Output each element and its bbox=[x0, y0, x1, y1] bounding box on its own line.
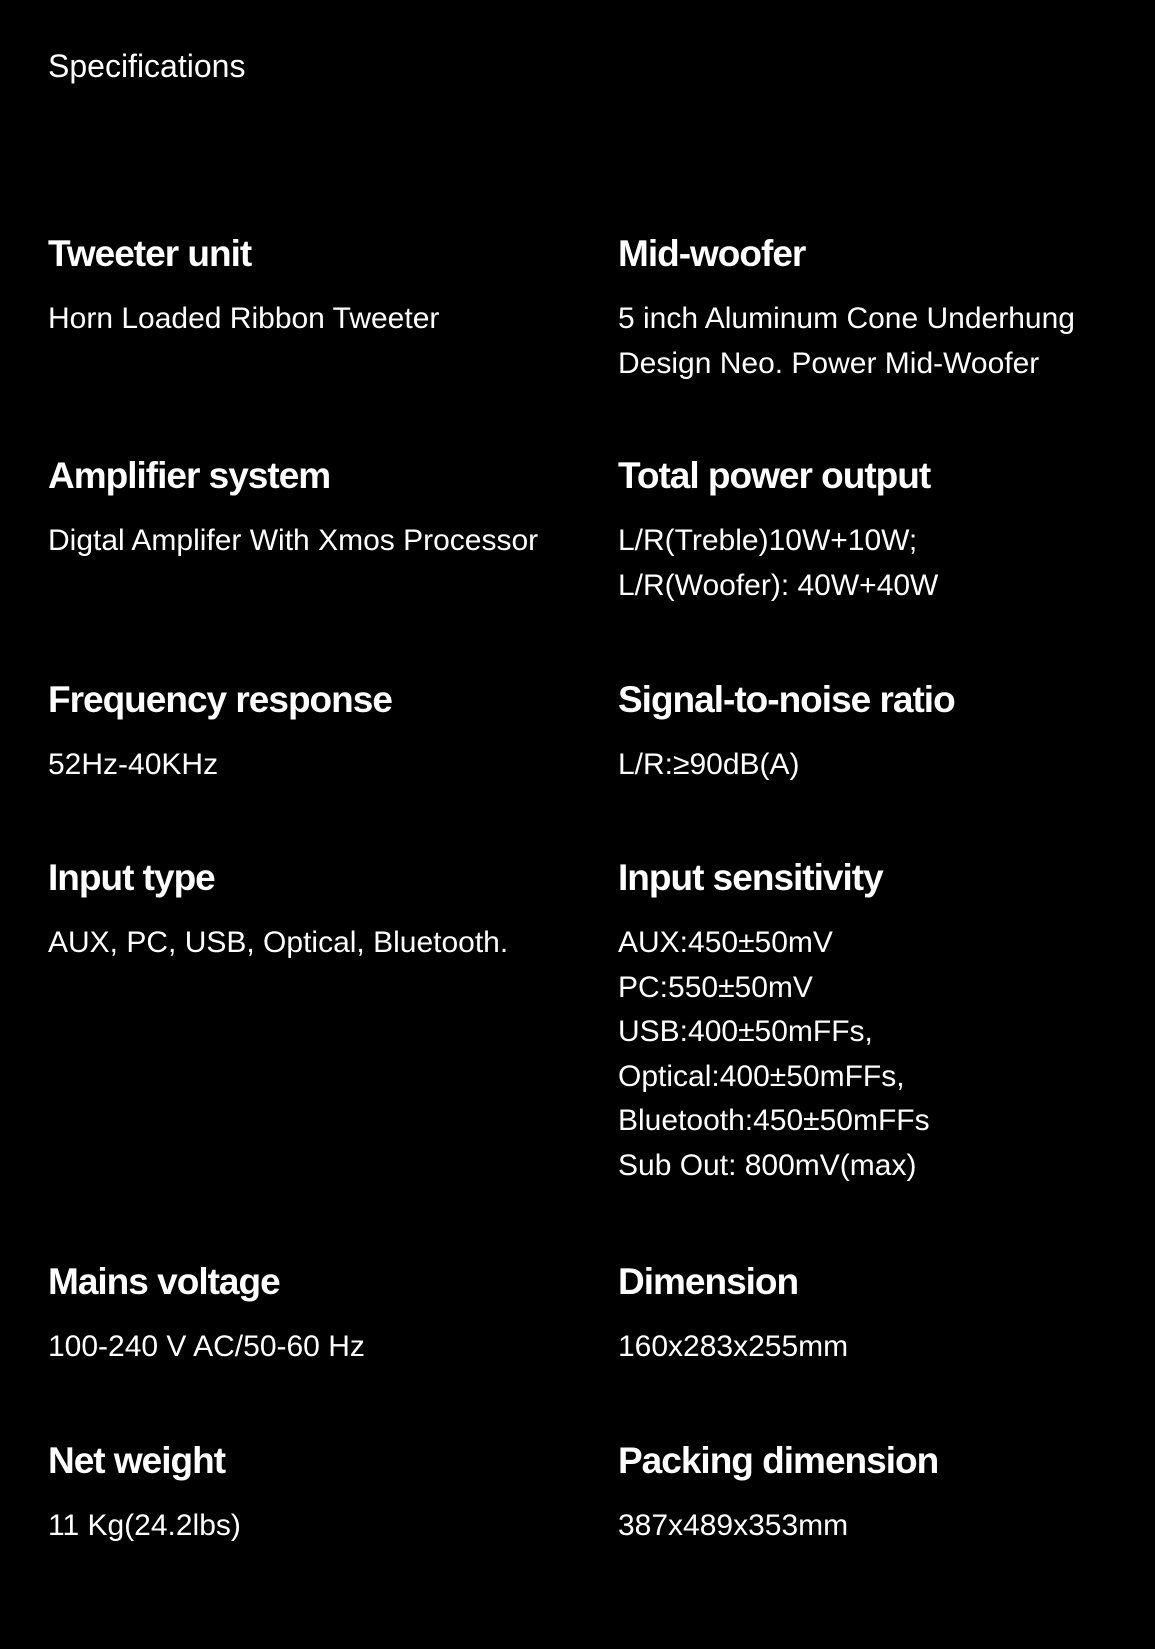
spec-packing-dimension bbox=[618, 1438, 1155, 1549]
spec-value bbox=[48, 297, 588, 342]
spec-value bbox=[48, 519, 588, 564]
spec-label: Packing dimension bbox=[618, 1440, 939, 1481]
spec-value bbox=[618, 519, 1155, 608]
spec-value-line: 160x283x255mm bbox=[618, 1330, 849, 1363]
spec-value-line: 11 Kg(24.2lbs) bbox=[48, 1509, 241, 1542]
spec-value bbox=[618, 1325, 1155, 1370]
spec-label: Input type bbox=[48, 857, 215, 898]
spec-value-line: L/R(Treble)10W+10W; bbox=[618, 524, 918, 557]
spec-frequency-response bbox=[48, 677, 588, 788]
spec-signal-to-noise-ratio bbox=[618, 677, 1155, 788]
spec-label: Amplifier system bbox=[48, 455, 331, 496]
spec-value-line: 100-240 V AC/50-60 Hz bbox=[48, 1330, 365, 1363]
spec-value-line: Digtal Amplifer With Xmos Processor bbox=[48, 524, 539, 557]
spec-value-line: 387x489x353mm bbox=[618, 1509, 849, 1542]
spec-value-line: AUX, PC, USB, Optical, Bluetooth. bbox=[48, 926, 509, 959]
spec-value bbox=[48, 743, 588, 788]
spec-label: Net weight bbox=[48, 1440, 226, 1481]
spec-label: Total power output bbox=[618, 455, 931, 496]
spec-value bbox=[618, 743, 1155, 788]
spec-value-line: L/R(Woofer): 40W+40W bbox=[618, 568, 939, 602]
spec-value bbox=[618, 1504, 1155, 1549]
spec-net-weight bbox=[48, 1438, 588, 1549]
spec-value-line: Bluetooth:450±50mFFs bbox=[618, 1104, 930, 1137]
spec-label: Tweeter unit bbox=[48, 233, 252, 274]
spec-label: Input sensitivity bbox=[618, 857, 883, 898]
spec-mid-woofer bbox=[618, 231, 1155, 386]
spec-value-line: 5 inch Aluminum Cone Underhung bbox=[618, 302, 1075, 335]
spec-value-line: Sub Out: 800mV(max) bbox=[618, 1148, 917, 1182]
spec-value-line: PC:550±50mV bbox=[618, 970, 813, 1004]
spec-label: Mid-woofer bbox=[618, 233, 806, 274]
spec-value-line: Horn Loaded Ribbon Tweeter bbox=[48, 302, 440, 335]
spec-label: Dimension bbox=[618, 1261, 799, 1302]
spec-value-line: 52Hz-40KHz bbox=[48, 748, 219, 781]
spec-input-type bbox=[48, 855, 588, 966]
spec-input-sensitivity bbox=[618, 855, 1155, 1188]
spec-value-line: L/R:≥90dB(A) bbox=[618, 748, 800, 781]
spec-value-line: AUX:450±50mV bbox=[618, 926, 833, 959]
spec-total-power-output bbox=[618, 453, 1155, 608]
spec-mains-voltage bbox=[48, 1259, 588, 1370]
spec-value bbox=[618, 921, 1155, 1188]
page-title: Specifications bbox=[48, 48, 246, 84]
spec-label: Signal-to-noise ratio bbox=[618, 679, 955, 720]
spec-amplifier-system bbox=[48, 453, 588, 564]
spec-tweeter-unit bbox=[48, 231, 588, 342]
spec-value bbox=[48, 921, 588, 966]
spec-label: Mains voltage bbox=[48, 1261, 280, 1302]
spec-value-line: Design Neo. Power Mid-Woofer bbox=[618, 346, 1040, 380]
spec-label: Frequency response bbox=[48, 679, 392, 720]
spec-value-line: USB:400±50mFFs, bbox=[618, 1015, 873, 1048]
spec-value bbox=[48, 1504, 588, 1549]
spec-value bbox=[48, 1325, 588, 1370]
spec-value-line: Optical:400±50mFFs, bbox=[618, 1059, 905, 1093]
spec-value bbox=[618, 297, 1155, 386]
spec-dimension bbox=[618, 1259, 1155, 1370]
